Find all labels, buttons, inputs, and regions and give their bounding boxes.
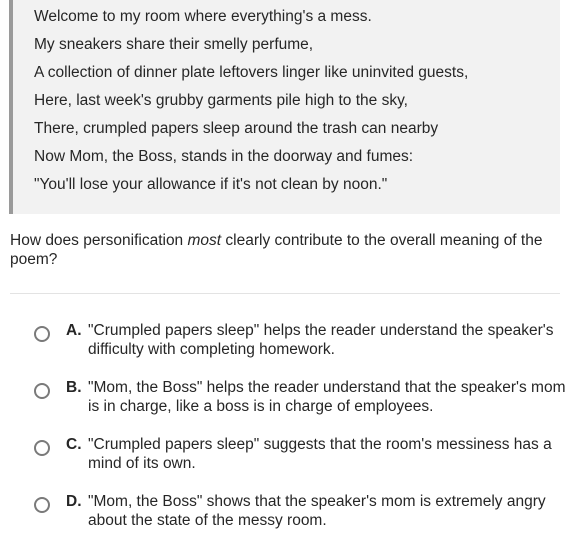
divider	[10, 293, 560, 294]
poem-line: My sneakers share their smelly perfume,	[34, 36, 314, 53]
question-emphasis: most	[187, 232, 222, 249]
poem-line: A collection of dinner plate leftovers linger like uninvited guests,	[34, 64, 469, 81]
option-letter: A.	[66, 322, 82, 339]
radio-button-icon[interactable]	[34, 326, 50, 342]
answer-option-c[interactable]	[0, 435, 581, 479]
option-letter: C.	[66, 436, 82, 453]
poem-line: "You'll lose your allowance if it's not clean by noon."	[34, 176, 388, 193]
option-letter: B.	[66, 379, 82, 396]
answer-option-a[interactable]	[0, 321, 581, 365]
question-text-end: clearly contribute to the overall meaning of the poem?	[10, 232, 543, 268]
radio-button-icon[interactable]	[34, 383, 50, 399]
option-text: "Crumpled papers sleep" suggests that the room's messiness has a mind of its own.	[88, 436, 552, 472]
answer-option-d[interactable]	[0, 492, 581, 536]
radio-button-icon[interactable]	[34, 440, 50, 456]
option-text: "Mom, the Boss" helps the reader understand that the speaker's mom is in charge, like a boss is in charge of employees.	[88, 379, 566, 415]
option-text: "Mom, the Boss" shows that the speaker's mom is extremely angry about the state of the messy room.	[88, 493, 546, 529]
poem-line: Now Mom, the Boss, stands in the doorway and fumes:	[34, 148, 414, 165]
option-text: "Crumpled papers sleep" helps the reader understand the speaker's difficulty with completing homework.	[88, 322, 554, 358]
question-prompt	[10, 231, 555, 269]
answer-option-b[interactable]	[0, 378, 581, 422]
question-text-start: How does personification	[10, 232, 188, 249]
poem-line: There, crumpled papers sleep around the trash can nearby	[34, 120, 439, 137]
poem-passage	[9, 0, 560, 214]
poem-line: Here, last week's grubby garments pile high to the sky,	[34, 92, 408, 109]
option-letter: D.	[66, 493, 82, 510]
radio-button-icon[interactable]	[34, 497, 50, 513]
poem-line: Welcome to my room where everything's a mess.	[34, 8, 372, 25]
